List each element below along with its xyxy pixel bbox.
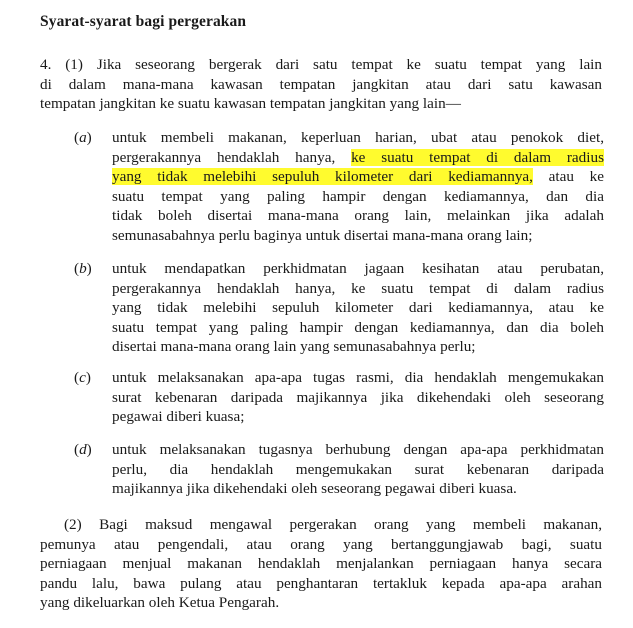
item-line [112, 167, 604, 187]
item-line: untuk mendapatkan perkhidmatan jagaan kesihatan atau perubatan, [112, 260, 604, 277]
list-item-b [74, 259, 604, 357]
item-line-text: atau ke [532, 168, 604, 186]
list-item-c [74, 368, 604, 427]
item-line: untuk membeli makanan, keperluan harian, ubat atau penokok diet, [112, 129, 604, 146]
paragraph-line: pandu lalu, bawa pulang atau penghantaran tertakluk kepada apa-apa arahan [40, 574, 602, 592]
item-line [112, 148, 604, 168]
paragraph-line: yang dikeluarkan oleh Ketua Pengarah. [40, 594, 280, 611]
list-item-d [74, 440, 604, 499]
item-line: majikannya jika dikehendaki oleh seseorang pegawai diberi kuasa. [112, 480, 517, 498]
item-line: untuk melaksanakan tugasnya berhubung dengan apa-apa perkhidmatan [112, 441, 604, 458]
highlighted-text: ke suatu tempat di dalam radius [351, 148, 604, 166]
paragraph-line: perniagaan menjual makanan hendaklah menjalankan perniagaan hanya secara [40, 555, 602, 572]
item-body [112, 128, 604, 246]
section-heading: Syarat-syarat bagi pergerakan [40, 13, 247, 30]
section-4-1-paragraph [40, 55, 602, 114]
paragraph-line: (2) Bagi maksud mengawal pergerakan orang yang membeli makanan, [64, 516, 602, 533]
item-body [112, 259, 604, 357]
paragraph-line: tempatan jangkitan ke suatu kawasan tempatan jangkitan yang lain— [40, 95, 461, 112]
item-letter: c [79, 369, 86, 386]
list-item-a [74, 128, 604, 246]
item-line: yang tidak melebihi sepuluh kilometer dari kediamannya, atau ke [112, 299, 604, 317]
item-letter: a [79, 129, 87, 146]
item-line: disertai mana-mana orang lain yang semunasabahnya perlu; [112, 338, 476, 356]
item-line: tidak boleh disertai mana-mana orang lain, melainkan jika adalah [112, 207, 604, 225]
item-line: surat kebenaran daripada majikannya jika dikehendaki oleh seseorang [112, 388, 604, 406]
item-line: pegawai diberi kuasa; [112, 408, 245, 426]
item-line: pergerakannya hendaklah hanya, ke suatu tempat di dalam radius [112, 279, 604, 297]
item-letter: d [79, 441, 87, 458]
item-body [112, 368, 604, 427]
highlighted-text: yang tidak melebihi sepuluh kilometer dari kediamannya, [112, 168, 533, 186]
item-label: (d) [74, 441, 92, 458]
item-label: (c) [74, 369, 91, 386]
item-body [112, 440, 604, 499]
item-line: suatu tempat yang paling hampir dengan kediamannya, dan dia boleh [112, 318, 604, 336]
paragraph-line: di dalam mana-mana kawasan tempatan jangkitan atau dari satu kawasan [40, 75, 602, 93]
item-line: untuk melaksanakan apa-apa tugas rasmi, dia hendaklah mengemukakan [112, 369, 604, 386]
item-line-text: pergerakannya hendaklah hanya, [112, 148, 352, 166]
item-label: (b) [74, 260, 92, 277]
item-line: perlu, dia hendaklah mengemukakan surat kebenaran daripada [112, 460, 604, 478]
paragraph-line: pemunya atau pengendali, atau orang yang bertanggungjawab bagi, suatu [40, 535, 602, 553]
item-label: (a) [74, 129, 92, 146]
item-line: semunasabahnya perlu baginya untuk disertai mana-mana orang lain; [112, 226, 533, 244]
paragraph-line: 4. (1) Jika seseorang bergerak dari satu tempat ke suatu tempat yang lain [40, 56, 602, 73]
item-letter: b [79, 260, 87, 277]
item-line: suatu tempat yang paling hampir dengan kediamannya, dan dia [112, 187, 604, 205]
section-4-2-paragraph [40, 515, 602, 613]
